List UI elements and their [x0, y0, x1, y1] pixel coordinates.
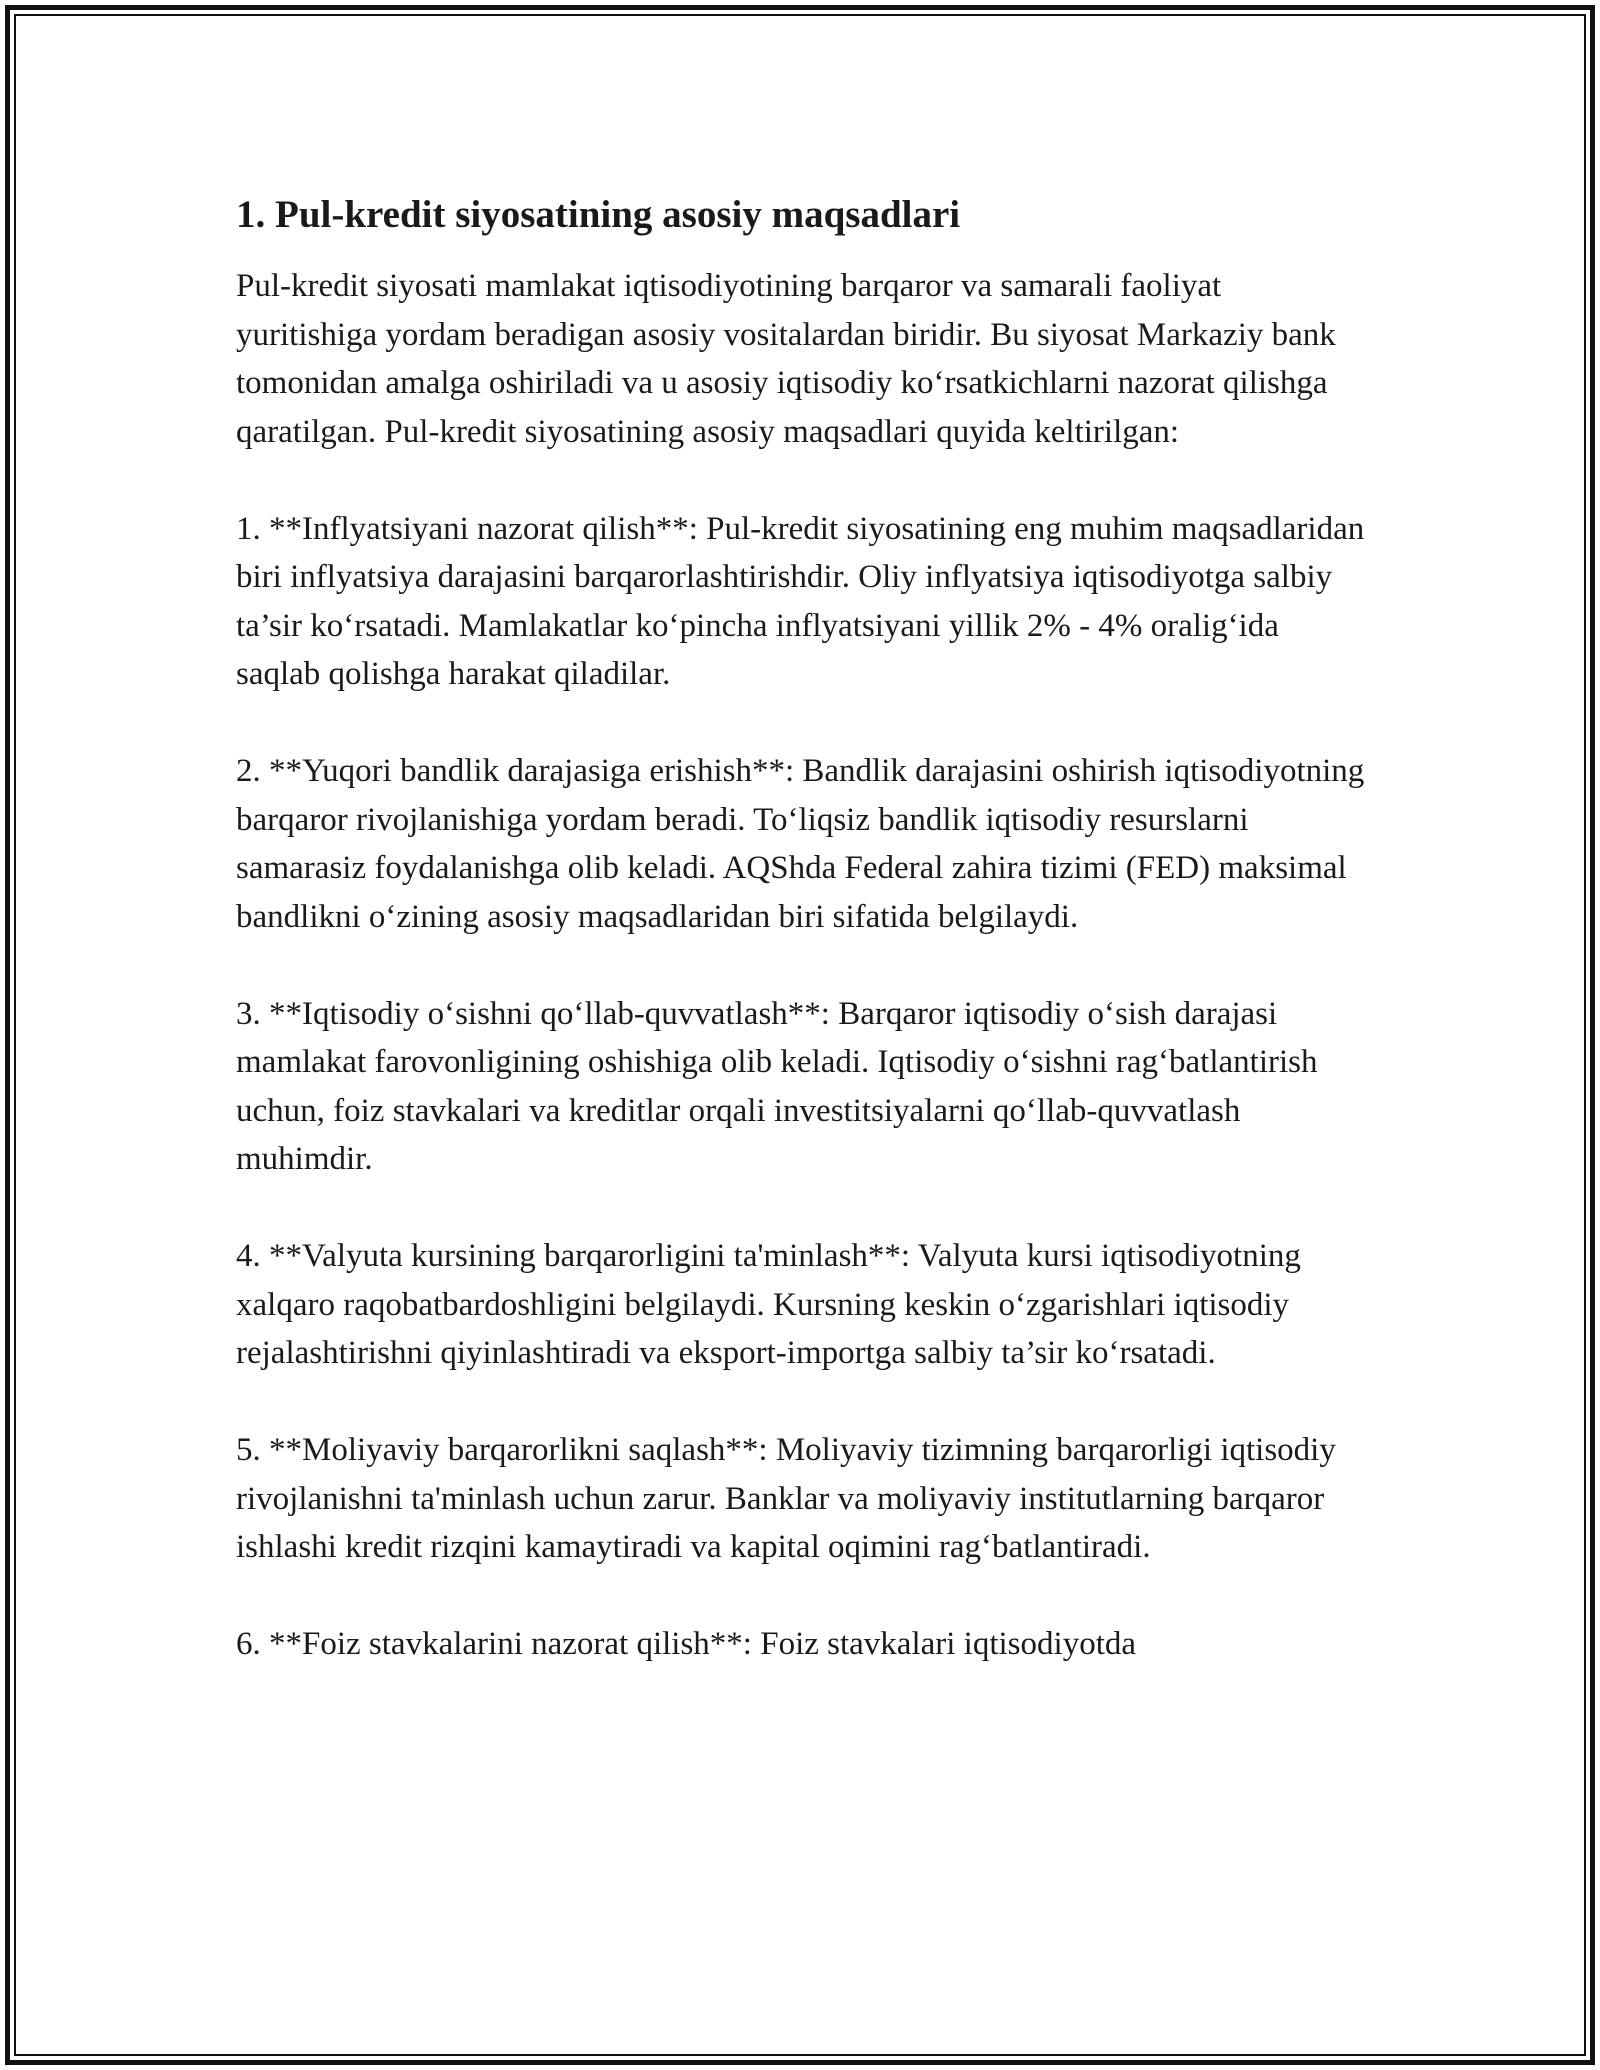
document-body — [236, 190, 1366, 1717]
goal-paragraph-exchange-rate: 4. **Valyuta kursining barqarorligini ta'minlash**: Valyuta kursi iqtisodiyotning xalqaro raqobatbardoshligini belgilaydi. Kursning keskin o‘zgarishlari iqtisodiy rejalashtirishni qiyinlashtiradi va eksport-importga salbiy ta’sir ko‘rsatadi. — [236, 1238, 1301, 1371]
goal-paragraph-interest-rates: 6. **Foiz stavkalarini nazorat qilish**: Foiz stavkalari iqtisodiyotda — [236, 1626, 1137, 1662]
goal-paragraph-employment: 2. **Yuqori bandlik darajasiga erishish**: Bandlik darajasini oshirish iqtisodiyotning barqaror rivojlanishiga yordam beradi. To‘liqsiz bandlik iqtisodiy resurslarni samarasiz foydalanishga olib keladi. AQShda Federal zahira tizimi (FED) maksimal bandlikni o‘zining asosiy maqsadlaridan biri sifatida belgilaydi. — [236, 753, 1365, 935]
goal-paragraph-financial-stability: 5. **Moliyaviy barqarorlikni saqlash**: Moliyaviy tizimning barqarorligi iqtisodiy rivojlanishni ta'minlash uchun zarur. Banklar va moliyaviy institutlarning barqaror ishlashi kredit rizqini kamaytiradi va kapital oqimini rag‘batlantiradi. — [236, 1432, 1336, 1565]
document-title: 1. Pul-kredit siyosatining asosiy maqsadlari — [236, 193, 961, 236]
goal-paragraph-inflation: 1. **Inflyatsiyani nazorat qilish**: Pul-kredit siyosatining eng muhim maqsadlaridan biri inflyatsiya darajasini barqarorlashtirishdir. Oliy inflyatsiya iqtisodiyotga salbiy ta’sir ko‘rsatadi. Mamlakatlar ko‘pincha inflyatsiyani yillik 2% - 4% oralig‘ida saqlab qolishga harakat qiladilar. — [236, 510, 1365, 692]
intro-paragraph: Pul-kredit siyosati mamlakat iqtisodiyotining barqaror va samarali faoliyat yuritishiga yordam beradigan asosiy vositalardan biridir. Bu siyosat Markaziy bank tomonidan amalga oshiriladi va u asosiy iqtisodiy ko‘rsatkichlarni nazorat qilishga qaratilgan. Pul-kredit siyosatining asosiy maqsadlari quyida keltirilgan: — [236, 268, 1336, 450]
goal-paragraph-growth: 3. **Iqtisodiy o‘sishni qo‘llab-quvvatlash**: Barqaror iqtisodiy o‘sish darajasi mamlakat farovonligining oshishiga olib keladi. Iqtisodiy o‘sishni rag‘batlantirish uchun, foiz stavkalari va kreditlar orqali investitsiyalarni qo‘llab-quvvatlash muhimdir. — [236, 995, 1318, 1177]
